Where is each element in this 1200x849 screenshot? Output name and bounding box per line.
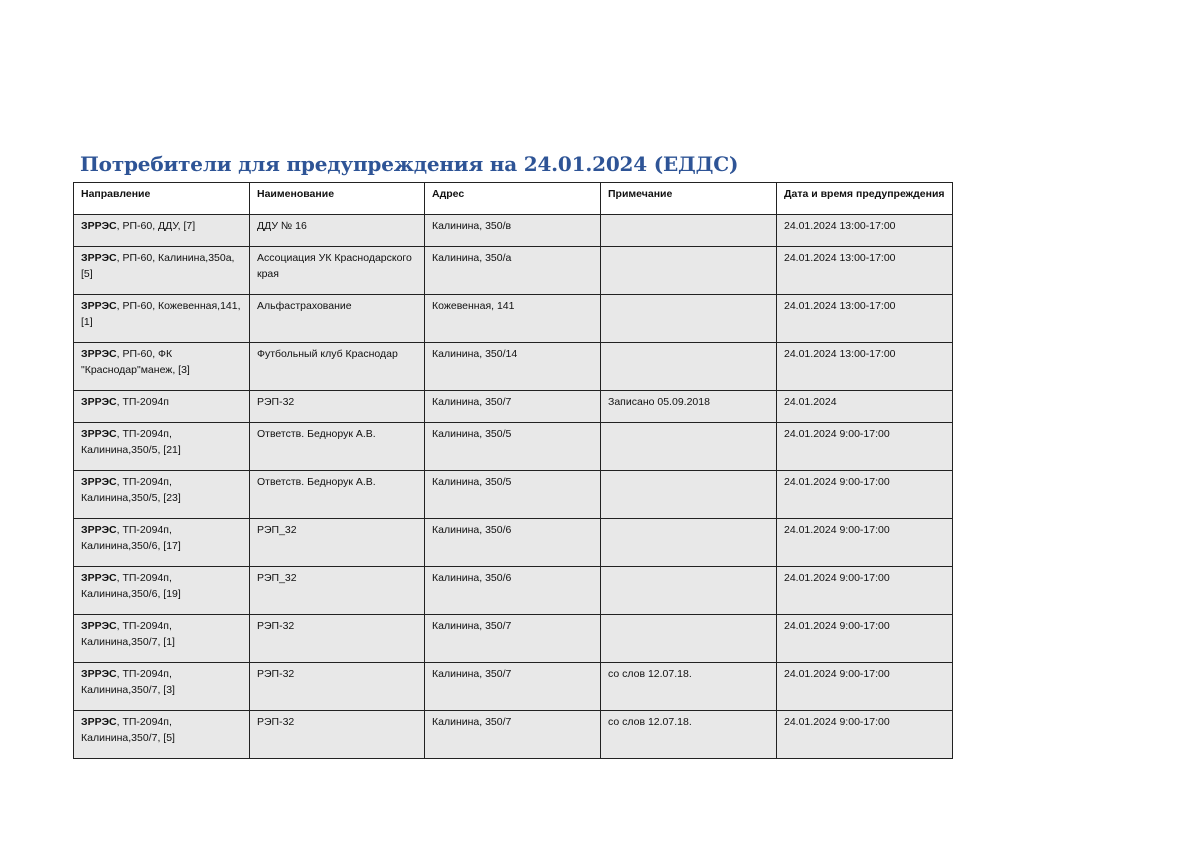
cell-note [601, 215, 777, 247]
cell-address: Кожевенная, 141 [425, 295, 601, 343]
cell-note: со слов 12.07.18. [601, 663, 777, 711]
cell-datetime: 24.01.2024 13:00-17:00 [777, 295, 953, 343]
cell-datetime: 24.01.2024 9:00-17:00 [777, 519, 953, 567]
cell-direction [74, 711, 250, 759]
table-row [74, 295, 953, 343]
cell-address: Калинина, 350/5 [425, 423, 601, 471]
cell-address: Калинина, 350/6 [425, 519, 601, 567]
cell-direction [74, 215, 250, 247]
consumers-table [73, 182, 953, 759]
header-direction: Направление [74, 183, 250, 215]
table-row [74, 471, 953, 519]
direction-code: ЗРРЭС [81, 620, 117, 632]
cell-address: Калинина, 350/5 [425, 471, 601, 519]
direction-detail: , РП-60, ФК "Краснодар"манеж, [3] [81, 348, 190, 376]
direction-code: ЗРРЭС [81, 300, 117, 312]
cell-name: Ответств. Беднорук А.В. [250, 423, 425, 471]
cell-address: Калинина, 350/а [425, 247, 601, 295]
table-row [74, 343, 953, 391]
cell-datetime: 24.01.2024 13:00-17:00 [777, 247, 953, 295]
cell-name: РЭП-32 [250, 615, 425, 663]
direction-code: ЗРРЭС [81, 396, 117, 408]
cell-direction [74, 343, 250, 391]
direction-detail: , ТП-2094п, Калинина,350/7, [1] [81, 620, 175, 648]
direction-detail: , РП-60, Кожевенная,141, [1] [81, 300, 241, 328]
direction-code: ЗРРЭС [81, 348, 117, 360]
cell-direction [74, 423, 250, 471]
cell-datetime: 24.01.2024 9:00-17:00 [777, 615, 953, 663]
cell-name: РЭП_32 [250, 519, 425, 567]
direction-code: ЗРРЭС [81, 428, 117, 440]
cell-address: Калинина, 350/7 [425, 391, 601, 423]
table-row [74, 711, 953, 759]
table-row [74, 423, 953, 471]
header-datetime: Дата и время предупреждения [777, 183, 953, 215]
direction-code: ЗРРЭС [81, 524, 117, 536]
cell-datetime: 24.01.2024 13:00-17:00 [777, 343, 953, 391]
direction-code: ЗРРЭС [81, 716, 117, 728]
cell-note [601, 567, 777, 615]
cell-address: Калинина, 350/7 [425, 663, 601, 711]
cell-note: со слов 12.07.18. [601, 711, 777, 759]
cell-datetime: 24.01.2024 13:00-17:00 [777, 215, 953, 247]
cell-datetime: 24.01.2024 9:00-17:00 [777, 567, 953, 615]
cell-note [601, 615, 777, 663]
direction-detail: , ТП-2094п [116, 396, 169, 408]
cell-name: РЭП-32 [250, 711, 425, 759]
cell-address: Калинина, 350/7 [425, 615, 601, 663]
header-note: Примечание [601, 183, 777, 215]
table-row [74, 567, 953, 615]
direction-detail: , РП-60, ДДУ, [7] [116, 220, 196, 232]
direction-code: ЗРРЭС [81, 668, 117, 680]
cell-note: Записано 05.09.2018 [601, 391, 777, 423]
cell-direction [74, 391, 250, 423]
table-row [74, 215, 953, 247]
direction-detail: , РП-60, Калинина,350а, [5] [81, 252, 235, 280]
header-address: Адрес [425, 183, 601, 215]
cell-direction [74, 615, 250, 663]
cell-note [601, 423, 777, 471]
cell-note [601, 343, 777, 391]
page-title: Потребители для предупреждения на 24.01.2024 (ЕДДС) [80, 152, 739, 176]
cell-name: Ассоциация УК Краснодарского края [250, 247, 425, 295]
cell-direction [74, 247, 250, 295]
cell-name: Ответств. Беднорук А.В. [250, 471, 425, 519]
table-row [74, 615, 953, 663]
cell-note [601, 295, 777, 343]
cell-datetime: 24.01.2024 9:00-17:00 [777, 711, 953, 759]
cell-address: Калинина, 350/6 [425, 567, 601, 615]
cell-name: Футбольный клуб Краснодар [250, 343, 425, 391]
cell-datetime: 24.01.2024 9:00-17:00 [777, 663, 953, 711]
cell-datetime: 24.01.2024 9:00-17:00 [777, 471, 953, 519]
direction-code: ЗРРЭС [81, 220, 117, 232]
direction-code: ЗРРЭС [81, 252, 117, 264]
cell-direction [74, 663, 250, 711]
direction-code: ЗРРЭС [81, 572, 117, 584]
cell-name: РЭП-32 [250, 391, 425, 423]
direction-detail: , ТП-2094п, Калинина,350/5, [21] [81, 428, 181, 456]
cell-direction [74, 519, 250, 567]
cell-name: РЭП-32 [250, 663, 425, 711]
table-row [74, 519, 953, 567]
cell-name: РЭП_32 [250, 567, 425, 615]
cell-address: Калинина, 350/7 [425, 711, 601, 759]
header-name: Наименование [250, 183, 425, 215]
cell-address: Калинина, 350/14 [425, 343, 601, 391]
cell-datetime: 24.01.2024 9:00-17:00 [777, 423, 953, 471]
table-header-row [74, 183, 953, 215]
direction-detail: , ТП-2094п, Калинина,350/7, [5] [81, 716, 175, 744]
direction-detail: , ТП-2094п, Калинина,350/6, [17] [81, 524, 181, 552]
direction-detail: , ТП-2094п, Калинина,350/7, [3] [81, 668, 175, 696]
table-row [74, 247, 953, 295]
direction-code: ЗРРЭС [81, 476, 117, 488]
cell-name: ДДУ № 16 [250, 215, 425, 247]
table-row [74, 663, 953, 711]
direction-detail: , ТП-2094п, Калинина,350/6, [19] [81, 572, 181, 600]
cell-note [601, 471, 777, 519]
table-row [74, 391, 953, 423]
direction-detail: , ТП-2094п, Калинина,350/5, [23] [81, 476, 181, 504]
cell-direction [74, 471, 250, 519]
cell-name: Альфастрахование [250, 295, 425, 343]
cell-datetime: 24.01.2024 [777, 391, 953, 423]
cell-note [601, 519, 777, 567]
cell-address: Калинина, 350/в [425, 215, 601, 247]
cell-note [601, 247, 777, 295]
cell-direction [74, 567, 250, 615]
cell-direction [74, 295, 250, 343]
